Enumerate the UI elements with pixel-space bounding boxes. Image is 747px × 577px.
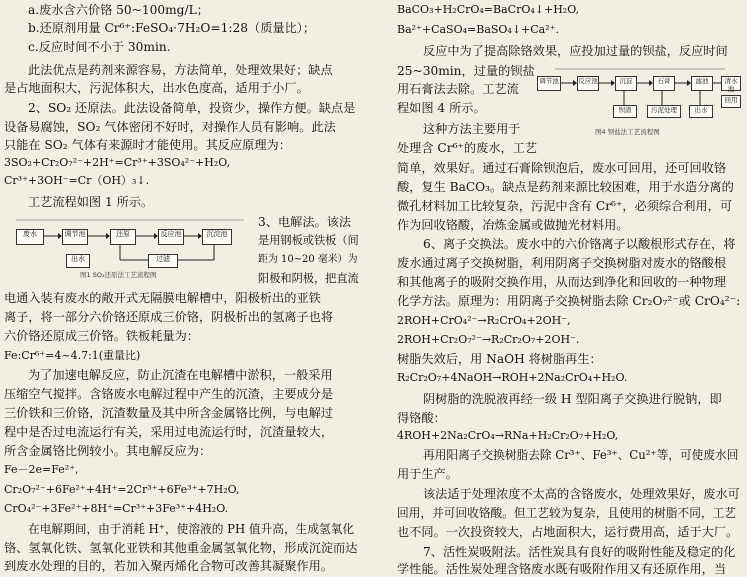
text-line: 用于生产。 [397, 467, 458, 481]
text-line: 六价铬还原成三价铬。铁板耗量为： [4, 329, 199, 343]
text-line: 三价铁和三价铬，沉渣数量及其中所含金属铬比例，与电解过 [4, 406, 334, 420]
text-line: 再用阳离子交换树脂去除 Cr³⁺、Fe³⁺、Cu²⁺等，可使废水回 [423, 448, 739, 462]
text-line: 阳极和阴极，把直流 [258, 272, 359, 285]
figure-caption: 图4 钡盐法工艺流程图 [595, 128, 660, 136]
text-line: 程中是否过电流运行有关，采用过电流运行时，沉渣量较大， [4, 425, 334, 439]
diagram-box: 反应池 [577, 76, 599, 91]
figure-caption: 图1 SO₂还原法工艺流程图 [80, 271, 157, 279]
equation: Cr₂O₇²⁻+6Fe²⁺+4H⁺=2Cr³⁺+6Fe³⁺+7H₂O, [4, 483, 240, 496]
text-line: 微孔材料加工比较复杂，污泥中含有 Cr⁶⁺，必须综合利用，可 [397, 199, 733, 213]
text-line: 化学方法。原理为：用阴离子交换树脂去除 Cr₂O₇²⁻或 CrO₄²⁻: [397, 294, 741, 308]
text-line: 反应中为了提高除铬效果，应投加过量的钡盐，反应时间 [423, 44, 728, 58]
text-line: 只能在 SO₂ 气体有来源时才能使用。其反应原理为： [4, 138, 291, 152]
text-line: 工艺流程如图 1 所示。 [28, 195, 154, 209]
text-line: 和其他离子的吸附交换作用，从而达到净化和回收的一种物理 [397, 275, 727, 289]
text-line: 废水通过离子交换树脂，利用阴离子交换树脂对废水的铬酸根 [397, 256, 727, 270]
text-line: a.废水含六价铬 50~100mg/L； [28, 3, 209, 17]
flow-diagram-figure-1 [14, 212, 250, 280]
diagram-box: 调节池 [537, 76, 561, 91]
equation: R₂Cr₂O₇+4NaOH→ROH+2Na₂CrO₄+H₂O. [397, 371, 628, 384]
diagram-box: 还原 [110, 229, 136, 245]
diagram-box: 调节池 [62, 229, 88, 245]
equation: 4ROH+2Na₂CrO₄→RNa+H₂Cr₂O₇+H₂O, [397, 429, 619, 442]
flow-diagram-figure-4 [535, 63, 741, 139]
text-line: 此法优点是药剂来源容易，方法简单，处理效果好；缺点 [28, 63, 333, 77]
text-line: 在电解期间，由于消耗 H⁺，使溶液的 PH 值升高，生成氢氧化 [28, 522, 355, 536]
diagram-box: 废水 [16, 229, 44, 245]
text-line: 7、活性炭吸附法。活性炭具有良好的吸附性能及稳定的化 [423, 545, 736, 559]
diagram-box: 沉淀 [615, 76, 637, 91]
text-line: 到废水处理的目的，若加入聚丙烯化合物可改善其凝聚作用。 [4, 559, 334, 573]
diagram-box: 石膏 [653, 76, 675, 91]
text-line: 25~30min，过量的钡盐 [397, 64, 535, 78]
text-line: 学性能。活性炭处理含铬废水既有吸附作用又有还原作用，当 [397, 562, 727, 576]
text-line: 作为回收铬酸，冶炼金属或做抛光材料用。 [397, 218, 629, 232]
diagram-box: 清水池 [721, 76, 741, 91]
equation: BaCO₃+H₂CrO₄=BaCrO₄↓+H₂O, [397, 3, 580, 16]
equation: Cr³⁺+3OH⁻=Cr（OH）₃↓. [4, 174, 150, 187]
text-line: 阴树脂的洗脱液再经一级 H 型阳离子交换进行脱钠，即 [423, 392, 722, 406]
text-line: 回用，并可回收铬酸。但工艺较为复杂，且使用的树脂不同，工艺 [397, 506, 736, 520]
text-line: 所含金属铬比例较小。其电解反应为： [4, 444, 212, 458]
text-line: 程如图 4 所示。 [397, 101, 486, 115]
text-line: 酸，复生 BaCO₃。缺点是药剂来源比较困难，用于水造分离的 [397, 180, 734, 194]
diagram-box: 过滤 [148, 254, 178, 268]
text-line: 离子，将一部分六价铬还原成三价铬，阴极析出的氢离子也将 [4, 310, 334, 324]
text-line: 该法适于处理浓度不太高的含铬废水，处理效果好，废水可 [423, 487, 740, 501]
equation: Fe:Cr⁶⁺=4~4.7:1(重量比) [4, 349, 141, 362]
text-line: 压缩空气搅拌。含铬废水电解过程中产生的沉渣，主要成分是 [4, 387, 334, 401]
diagram-box: 出水 [66, 254, 90, 268]
equation: 2ROH+Cr₂O₇²⁻→R₂Cr₂O₇+2OH⁻. [397, 333, 580, 346]
diagram-box: 滤池 [691, 76, 713, 91]
text-line: 得铬酸： [397, 411, 446, 425]
text-line: 电通入装有废水的敞开式无隔膜电解槽中，阳极析出的亚铁 [4, 291, 321, 305]
text-line: 用石膏法去除。工艺流 [397, 82, 519, 96]
diagram-box: 回用 [721, 95, 741, 108]
text-line: 树脂失效后，用 NaOH 将树脂再生： [397, 352, 602, 366]
text-line: 距为 10~20 毫米）为 [258, 254, 358, 265]
diagram-box: 反应池 [158, 229, 184, 245]
text-line: b.还原剂用量 Cr⁶⁺:FeSO₄·7H₂O=1:28（质量比）； [28, 21, 316, 35]
equation: 2ROH+CrO₄²⁻→R₂CrO₄+2OH⁻, [397, 314, 571, 327]
text-line: 2、SO₂ 还原法。此法设备简单，投资少，操作方便。缺点是 [28, 101, 356, 115]
text-line: 3、电解法。该法 [258, 215, 352, 229]
text-line: 设备易腐蚀，SO₂ 气体密闭不好时，对操作人员有影响。此法 [4, 120, 336, 134]
text-line: 也不同。一次投资较大，占地面积大，运行费用高，适于大厂。 [397, 525, 739, 539]
equation: CrO₄²⁻+3Fe²⁺+8H⁺=Cr³⁺+3Fe³⁺+4H₂O. [4, 502, 229, 515]
diagram-box: 钡渣 [613, 105, 637, 118]
diagram-box: 出水 [689, 105, 713, 118]
text-line: 处理含 Cr⁶⁺的废水，工艺 [397, 141, 538, 155]
text-line: 是用钢板或铁板（间 [258, 234, 359, 247]
text-line: 6、离子交换法。废水中的六价铬离子以酸根形式存在，将 [423, 237, 736, 251]
text-line: 是占地面积大，污泥体积大，出水色度高，适用于小厂。 [4, 81, 309, 95]
equation: 3SO₂+Cr₂O₇²⁻+2H⁺=Cr³⁺+3SO₄²⁻+H₂O, [4, 156, 231, 169]
text-line: 为了加速电解反应，防止沉渣在电解槽中淤积，一般采用 [28, 368, 333, 382]
diagram-box: 污泥处理 [647, 105, 681, 118]
text-line: 简单，效果好。通过石膏除钡泡后，废水可回用，还可回收铬 [397, 161, 727, 175]
diagram-box: 沉淀池 [202, 229, 232, 245]
equation: Fe－2e=Fe²⁺, [4, 463, 79, 476]
text-line: 这种方法主要用于 [423, 122, 521, 136]
text-line: 铬、氢氧化铁、氢氧化亚铁和其他重金属氢氧化物，形成沉淀而达 [4, 541, 358, 555]
equation: Ba²⁺+CaSO₄=BaSO₄↓+Ca²⁺. [397, 23, 559, 36]
text-line: c.反应时间不小于 30min. [28, 40, 171, 54]
